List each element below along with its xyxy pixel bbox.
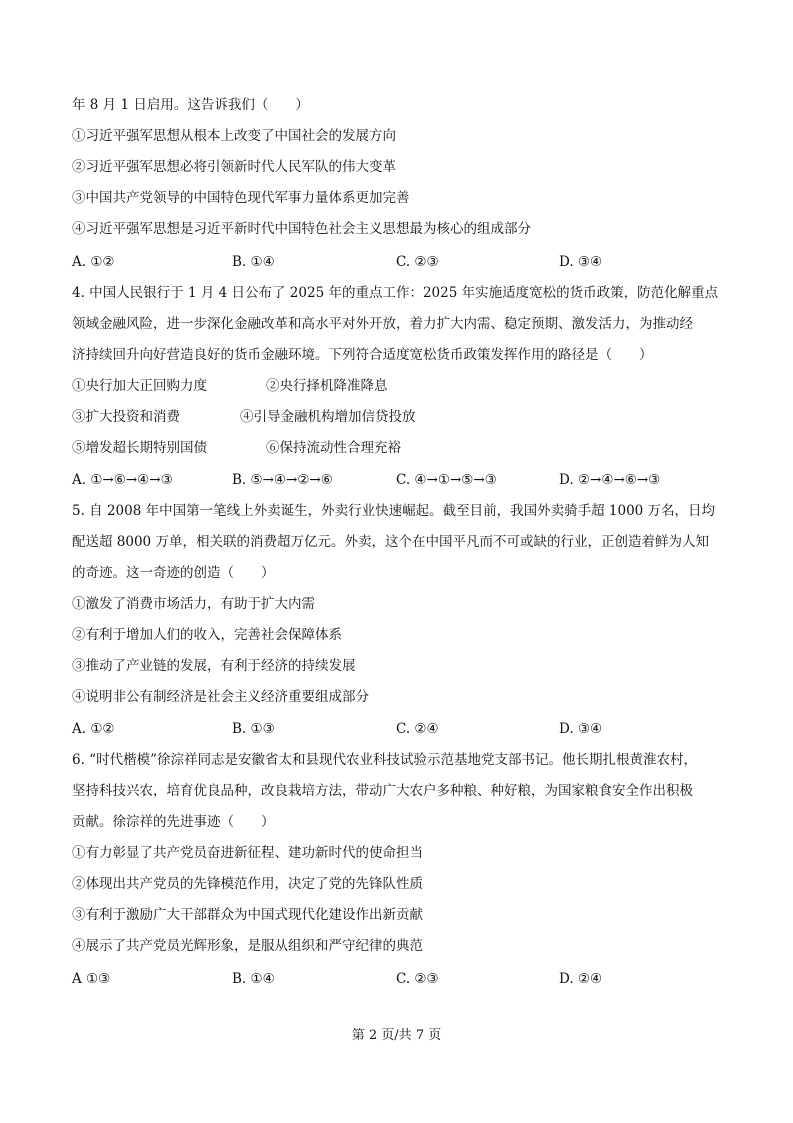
q4-choice-c[interactable]: C. ④→①→⑤→③ xyxy=(396,472,497,488)
q3-statement-2: ②习近平强军思想必将引领新时代人民军队的伟大变革 xyxy=(72,159,396,175)
q5-stem-line-2: 配送超 8000 万单，相关联的消费超万亿元。外卖，这个在中国平凡而不可或缺的行业，正创造着鲜为人知 xyxy=(72,534,709,550)
q4-option-3: ③扩大投资和消费 xyxy=(72,409,180,425)
q5-choice-d[interactable]: D. ③④ xyxy=(559,721,603,737)
q4-stem-line-3: 济持续回升向好营造良好的货币金融环境。下列符合适度宽松货币政策发挥作用的路径是（ ） xyxy=(72,347,653,363)
q6-stem-line-1: 6. “时代楷模”徐淙祥同志是安徽省太和县现代农业科技试验示范基地党支部书记。他长期扎根黄淮农村， xyxy=(72,752,697,768)
q3-choice-b[interactable]: B. ①④ xyxy=(232,254,275,270)
q4-option-1: ①央行加大正回购力度 xyxy=(72,378,207,394)
q6-choice-a[interactable]: A ①③ xyxy=(72,971,111,987)
q4-choice-d[interactable]: D. ②→④→⑥→③ xyxy=(559,472,661,488)
q4-option-2: ②央行择机降准降息 xyxy=(266,378,388,394)
q3-choice-a[interactable]: A. ①② xyxy=(72,254,115,270)
q4-choices xyxy=(72,471,732,489)
q4-choice-b[interactable]: B. ⑤→④→②→⑥ xyxy=(232,472,333,488)
q5-choices xyxy=(72,720,732,738)
q5-stem-line-3: 的奇迹。这一奇迹的创造（ ） xyxy=(72,565,275,581)
q4-option-5: ⑤增发超长期特别国债 xyxy=(72,440,207,456)
q5-statement-2: ②有利于增加人们的收入，完善社会保障体系 xyxy=(72,627,342,643)
q4-option-6: ⑥保持流动性合理充裕 xyxy=(266,440,401,456)
q6-stem-line-3: 贡献。徐淙祥的先进事迹（ ） xyxy=(72,814,275,830)
q6-choice-d[interactable]: D. ②④ xyxy=(559,971,603,987)
q6-choice-c[interactable]: C. ②③ xyxy=(396,971,439,987)
q4-option-4: ④引导金融机构增加信贷投放 xyxy=(240,409,416,425)
q3-statement-1: ①习近平强军思想从根本上改变了中国社会的发展方向 xyxy=(72,128,396,144)
q3-stem-tail: 年 8 月 1 日启用。这告诉我们（ ） xyxy=(72,97,309,113)
q5-statement-1: ①激发了消费市场活力，有助于扩大内需 xyxy=(72,596,315,612)
q6-stem-line-2: 坚持科技兴农，培育优良品种，改良栽培方法，带动广大农户多种粮、种好粮，为国家粮食安全作出积极 xyxy=(72,783,693,799)
q5-statement-4: ④说明非公有制经济是社会主义经济重要组成部分 xyxy=(72,689,369,705)
q5-statement-3: ③推动了产业链的发展，有利于经济的持续发展 xyxy=(72,658,356,674)
q5-choice-a[interactable]: A. ①② xyxy=(72,721,115,737)
q6-choices xyxy=(72,970,732,988)
q5-stem-line-1: 5. 自 2008 年中国第一笔线上外卖诞生，外卖行业快速崛起。截至目前，我国外卖骑手超 1000 万名，日均 xyxy=(72,503,716,519)
q3-choices xyxy=(72,253,732,271)
q4-stem-line-1: 4. 中国人民银行于 1 月 4 日公布了 2025 年的重点工作：2025 年实施适度宽松的货币政策，防范化解重点 xyxy=(72,285,719,301)
q6-statement-1: ①有力彰显了共产党员奋进新征程、建功新时代的使命担当 xyxy=(72,845,423,861)
q6-statement-3: ③有利于激励广大干部群众为中国式现代化建设作出新贡献 xyxy=(72,907,423,923)
q3-choice-d[interactable]: D. ③④ xyxy=(559,254,603,270)
q3-choice-c[interactable]: C. ②③ xyxy=(396,254,439,270)
page-number-footer: 第 2 页/共 7 页 xyxy=(351,1028,442,1043)
q3-statement-4: ④习近平强军思想是习近平新时代中国特色社会主义思想最为核心的组成部分 xyxy=(72,221,531,237)
q6-choice-b[interactable]: B. ①④ xyxy=(232,971,275,987)
q5-choice-b[interactable]: B. ①③ xyxy=(232,721,275,737)
q4-stem-line-2: 领域金融风险，进一步深化金融改革和高水平对外开放，着力扩大内需、稳定预期、激发活力，为推动经 xyxy=(72,316,693,332)
q6-statement-4: ④展示了共产党员光辉形象，是服从组织和严守纪律的典范 xyxy=(72,938,423,954)
q3-statement-3: ③中国共产党领导的中国特色现代军事力量体系更加完善 xyxy=(72,190,410,206)
q6-statement-2: ②体现出共产党员的先锋模范作用，决定了党的先锋队性质 xyxy=(72,876,423,892)
q5-choice-c[interactable]: C. ②④ xyxy=(396,721,439,737)
q4-choice-a[interactable]: A. ①→⑥→④→③ xyxy=(72,472,173,488)
